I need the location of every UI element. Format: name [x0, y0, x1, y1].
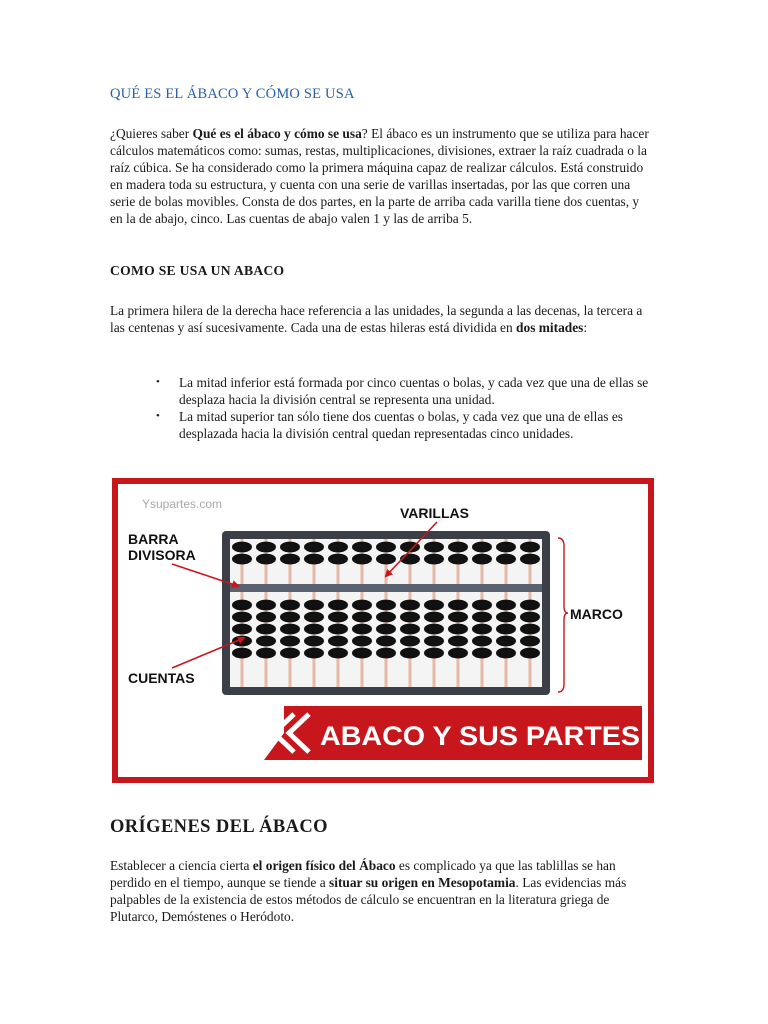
abacus-bead [472, 624, 492, 635]
abacus-bead [352, 648, 372, 659]
abacus-bead [448, 542, 468, 553]
abacus-bead [304, 636, 324, 647]
intro-bold-text: Qué es el ábaco y cómo se usa [192, 126, 362, 141]
abacus-bead [328, 648, 348, 659]
bullet-icon: • [156, 376, 160, 388]
how-text-start: La primera hilera de la derecha hace referencia a las unidades, la segunda a las decenas, la tercera a las centenas y así sucesivamente. Cada una de estas hileras está dividida en [110, 303, 643, 335]
abacus-bead [424, 612, 444, 623]
heading-origins: ORÍGENES DEL ÁBACO [110, 817, 328, 837]
abacus-bead [280, 624, 300, 635]
abacus-bead [376, 612, 396, 623]
abacus-bead [352, 612, 372, 623]
abacus-bead [256, 600, 276, 611]
origins-bold-2: situar su origen en Mesopotamia [329, 875, 516, 890]
abacus-bead [496, 542, 516, 553]
intro-text-start: ¿Quieres saber [110, 126, 193, 141]
abacus-bead [400, 600, 420, 611]
abacus-bead [304, 612, 324, 623]
abacus-bead [328, 636, 348, 647]
abacus-bead [496, 554, 516, 565]
abacus-bead [472, 648, 492, 659]
abacus-bead [424, 648, 444, 659]
abacus-bead [376, 648, 396, 659]
intro-paragraph [110, 125, 655, 227]
abacus-bead [280, 542, 300, 553]
abacus-bead [448, 648, 468, 659]
abacus-bead [520, 612, 540, 623]
abacus-bead [232, 554, 252, 565]
abacus-bead [520, 600, 540, 611]
abacus-bead [232, 612, 252, 623]
abacus-bead [448, 636, 468, 647]
abacus-bead [376, 554, 396, 565]
abacus-bead [520, 624, 540, 635]
abacus-bead [280, 612, 300, 623]
how-bold-text: dos mitades [516, 320, 584, 335]
abacus-bead [376, 600, 396, 611]
abacus-bead [424, 542, 444, 553]
abacus-bead [376, 542, 396, 553]
abacus-bead [472, 554, 492, 565]
abacus-bead [400, 636, 420, 647]
abacus-bead [400, 612, 420, 623]
bullet-icon: • [156, 410, 160, 422]
abacus-bead [304, 600, 324, 611]
list-item [110, 374, 655, 408]
abacus-bead [448, 554, 468, 565]
heading-how-to-use: COMO SE USA UN ABACO [110, 263, 285, 278]
abacus-bead [520, 554, 540, 565]
abacus-bead [352, 636, 372, 647]
abacus-bead [496, 612, 516, 623]
abacus-bead [304, 542, 324, 553]
abacus-bead [280, 636, 300, 647]
abacus-bead [400, 624, 420, 635]
list-item [110, 408, 655, 442]
intro-text-rest: ? El ábaco es un instrumento que se utiliza para hacer cálculos matemáticos como: sumas, restas, multiplicaciones, divisiones, extraer la raíz cuadrada o la raíz cúbica. Se ha considerado como la primera máquina capaz de realizar cálculos. Está construido en madera toda su estructura, y cuenta con una serie de varillas insertadas, por las que corren una serie de bolas movibles. Consta de dos partes, en la parte de arriba cada varilla tiene dos cuentas, y en la de abajo, cinco. Las cuentas de abajo valen 1 y las de arriba 5. [110, 126, 649, 226]
abacus-bead [256, 648, 276, 659]
abacus-bead [352, 624, 372, 635]
bullet-text: La mitad superior tan sólo tiene dos cuentas o bolas, y cada vez que una de ellas es desplazada hacia la división central quedan representadas cinco unidades. [179, 409, 623, 441]
abacus-bead [232, 542, 252, 553]
abacus-bead [328, 554, 348, 565]
abacus-bead [328, 600, 348, 611]
abacus-bead [352, 554, 372, 565]
bullet-list [110, 374, 655, 442]
abacus-figure [112, 478, 654, 783]
label-divider-line2: DIVISORA [128, 547, 196, 563]
abacus-bead [496, 648, 516, 659]
abacus-bead [256, 542, 276, 553]
abacus-bead [448, 624, 468, 635]
watermark-text: Ysupartes.com [142, 497, 223, 511]
divider-bar [230, 584, 542, 592]
how-text-end: : [583, 320, 588, 335]
origins-text-1: Establecer a ciencia cierta [110, 858, 253, 873]
abacus-bead [424, 636, 444, 647]
abacus-bead [256, 612, 276, 623]
label-frame: MARCO [570, 606, 623, 622]
label-divider-line1: BARRA [128, 531, 179, 547]
abacus-bead [352, 600, 372, 611]
bullet-text: La mitad inferior está formada por cinco cuentas o bolas, y cada vez que una de ellas se desplaza hacia la división central se representa una unidad. [179, 375, 649, 407]
abacus-bead [304, 624, 324, 635]
origins-text-2: es complicado ya que las tablillas se han perdido en el tiempo, aunque se tiende a [110, 858, 616, 890]
label-rods: VARILLAS [400, 505, 469, 521]
abacus-bead [232, 624, 252, 635]
abacus-bead [352, 542, 372, 553]
abacus-bead [424, 600, 444, 611]
abacus-bead [256, 636, 276, 647]
origins-paragraph [110, 857, 655, 925]
abacus-bead [376, 636, 396, 647]
abacus-bead [424, 554, 444, 565]
abacus-bead [448, 612, 468, 623]
abacus-bead [280, 600, 300, 611]
abacus-bead [328, 612, 348, 623]
abacus-bead [280, 554, 300, 565]
abacus-bead [472, 612, 492, 623]
origins-text-3: . Las evidencias más palpables de la existencia de estos métodos de cálculo se encuentran en la literatura griega de Plutarco, Demóstenes o Heródoto. [110, 875, 627, 924]
abacus-bead [376, 624, 396, 635]
label-beads: CUENTAS [128, 670, 195, 686]
abacus-bead [424, 624, 444, 635]
abacus-bead [328, 624, 348, 635]
abacus-bead [448, 600, 468, 611]
abacus-bead [232, 600, 252, 611]
abacus-bead [520, 542, 540, 553]
abacus-bead [496, 636, 516, 647]
abacus-bead [256, 624, 276, 635]
abacus-bead [328, 542, 348, 553]
how-paragraph [110, 302, 655, 336]
abacus-bead [520, 648, 540, 659]
abacus-bead [472, 542, 492, 553]
abacus-bead [472, 636, 492, 647]
abacus-bead [496, 600, 516, 611]
abacus-bead [280, 648, 300, 659]
abacus-bead [256, 554, 276, 565]
abacus-bead [400, 648, 420, 659]
heading-what-is-abacus: QUÉ ES EL ÁBACO Y CÓMO SE USA [110, 86, 355, 102]
abacus-bead [232, 648, 252, 659]
abacus-bead [304, 554, 324, 565]
abacus-bead [472, 600, 492, 611]
abacus-bead [496, 624, 516, 635]
origins-bold-1: el origen físico del Ábaco [252, 858, 396, 873]
abacus-bead [520, 636, 540, 647]
banner-title: ABACO Y SUS PARTES [320, 721, 640, 751]
abacus-bead [304, 648, 324, 659]
